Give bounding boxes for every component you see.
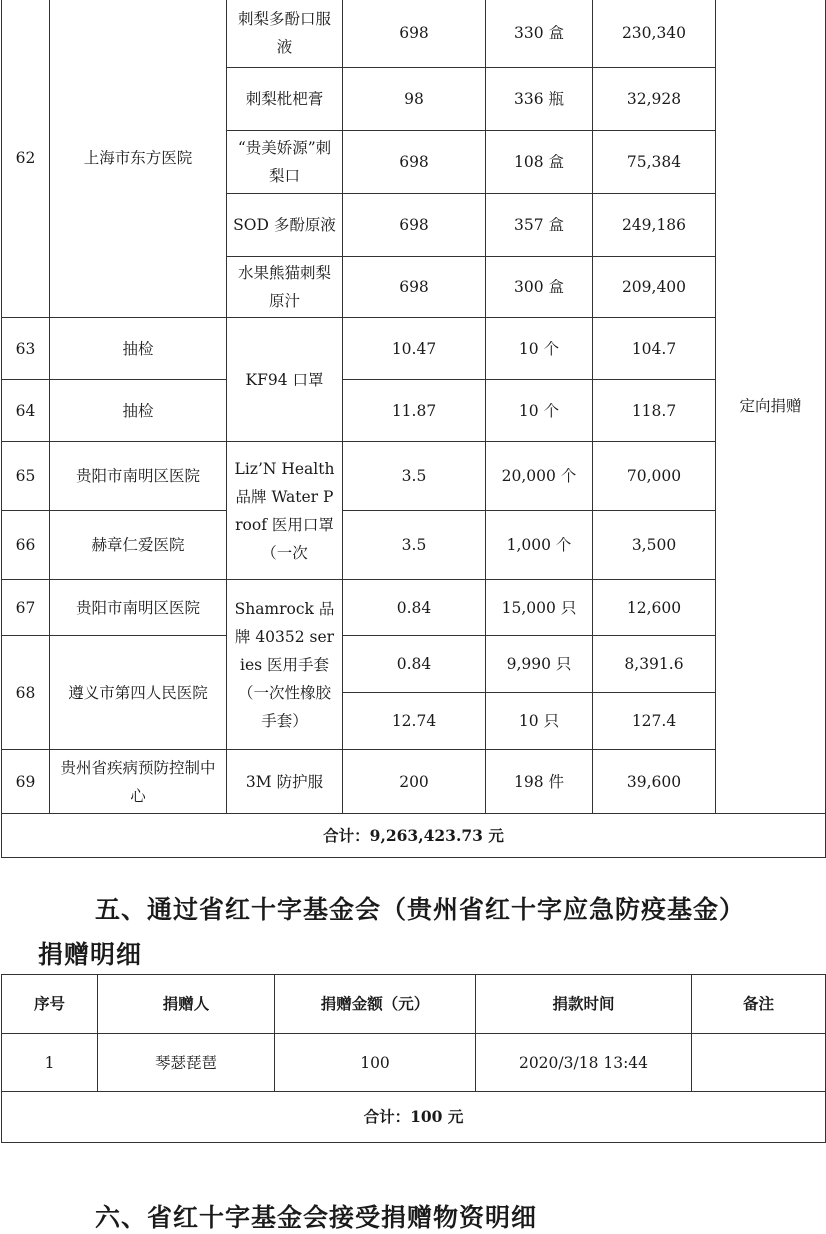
quantity: 10 只 xyxy=(486,693,593,750)
amount: 249,186 xyxy=(593,194,716,257)
amount: 8,391.6 xyxy=(593,636,716,693)
unit-price: 12.74 xyxy=(343,693,486,750)
section-5-title-cont: 捐赠明细 xyxy=(38,940,143,969)
quantity: 336 瓶 xyxy=(486,68,593,131)
quantity: 9,990 只 xyxy=(486,636,593,693)
amount: 104.7 xyxy=(593,318,716,380)
row-number: 67 xyxy=(2,580,50,636)
row-number: 66 xyxy=(2,511,50,580)
amount: 118.7 xyxy=(593,380,716,442)
quantity: 20,000 个 xyxy=(486,442,593,511)
amount: 3,500 xyxy=(593,511,716,580)
quantity: 10 个 xyxy=(486,380,593,442)
header-donor: 捐赠人 xyxy=(98,975,275,1034)
unit-price: 10.47 xyxy=(343,318,486,380)
item-name: 3M 防护服 xyxy=(227,750,343,814)
donor-name: 琴瑟琵琶 xyxy=(98,1034,275,1092)
section-6-title: 六、省红十字基金会接受捐赠物资明细 xyxy=(95,1203,538,1232)
header-remark: 备注 xyxy=(692,975,826,1034)
unit-price: 698 xyxy=(343,0,486,68)
remark-cell: 定向捐赠 xyxy=(716,0,826,814)
quantity: 1,000 个 xyxy=(486,511,593,580)
row-number: 64 xyxy=(2,380,50,442)
item-name: 刺梨枇杷膏 xyxy=(227,68,343,131)
unit-price: 0.84 xyxy=(343,636,486,693)
unit-price: 3.5 xyxy=(343,511,486,580)
item-name: 水果熊猫刺梨原汁 xyxy=(227,257,343,318)
item-name: SOD 多酚原液 xyxy=(227,194,343,257)
donation-amount: 100 xyxy=(275,1034,476,1092)
quantity: 198 件 xyxy=(486,750,593,814)
amount: 70,000 xyxy=(593,442,716,511)
section-5-title: 五、通过省红十字基金会（贵州省红十字应急防疫基金） xyxy=(95,895,746,924)
quantity: 357 盒 xyxy=(486,194,593,257)
item-name: “贵美娇源”刺梨口 xyxy=(227,131,343,194)
row-number: 62 xyxy=(2,0,50,318)
amount: 75,384 xyxy=(593,131,716,194)
table-total: 合计：100 元 xyxy=(2,1092,826,1143)
quantity: 300 盒 xyxy=(486,257,593,318)
amount: 230,340 xyxy=(593,0,716,68)
quantity: 10 个 xyxy=(486,318,593,380)
row-number: 63 xyxy=(2,318,50,380)
recipient-org: 抽检 xyxy=(50,380,227,442)
quantity: 15,000 只 xyxy=(486,580,593,636)
unit-price: 11.87 xyxy=(343,380,486,442)
unit-price: 0.84 xyxy=(343,580,486,636)
cash-donation-table xyxy=(1,974,826,1143)
donation-goods-table xyxy=(1,0,826,858)
item-name: KF94 口罩 xyxy=(227,318,343,442)
amount: 12,600 xyxy=(593,580,716,636)
unit-price: 698 xyxy=(343,257,486,318)
unit-price: 698 xyxy=(343,131,486,194)
row-number: 68 xyxy=(2,636,50,750)
quantity: 108 盒 xyxy=(486,131,593,194)
recipient-org: 抽检 xyxy=(50,318,227,380)
unit-price: 200 xyxy=(343,750,486,814)
remark xyxy=(692,1034,826,1092)
item-name: Shamrock 品牌 40352 series 医用手套（一次性橡胶手套） xyxy=(227,580,343,750)
row-number: 1 xyxy=(2,1034,98,1092)
item-name: 刺梨多酚口服液 xyxy=(227,0,343,68)
row-number: 65 xyxy=(2,442,50,511)
header-time: 捐款时间 xyxy=(476,975,692,1034)
table-total: 合计：9,263,423.73 元 xyxy=(2,814,826,858)
unit-price: 698 xyxy=(343,194,486,257)
amount: 127.4 xyxy=(593,693,716,750)
recipient-org: 贵阳市南明区医院 xyxy=(50,442,227,511)
amount: 39,600 xyxy=(593,750,716,814)
recipient-org: 赫章仁爱医院 xyxy=(50,511,227,580)
recipient-org: 遵义市第四人民医院 xyxy=(50,636,227,750)
header-no: 序号 xyxy=(2,975,98,1034)
recipient-org: 上海市东方医院 xyxy=(50,0,227,318)
unit-price: 98 xyxy=(343,68,486,131)
recipient-org: 贵州省疾病预防控制中心 xyxy=(50,750,227,814)
row-number: 69 xyxy=(2,750,50,814)
amount: 32,928 xyxy=(593,68,716,131)
header-amount: 捐赠金额（元） xyxy=(275,975,476,1034)
unit-price: 3.5 xyxy=(343,442,486,511)
item-name: Liz’N Health 品牌 Water Proof 医用口罩（一次 xyxy=(227,442,343,580)
recipient-org: 贵阳市南明区医院 xyxy=(50,580,227,636)
donation-time: 2020/3/18 13:44 xyxy=(476,1034,692,1092)
amount: 209,400 xyxy=(593,257,716,318)
quantity: 330 盒 xyxy=(486,0,593,68)
